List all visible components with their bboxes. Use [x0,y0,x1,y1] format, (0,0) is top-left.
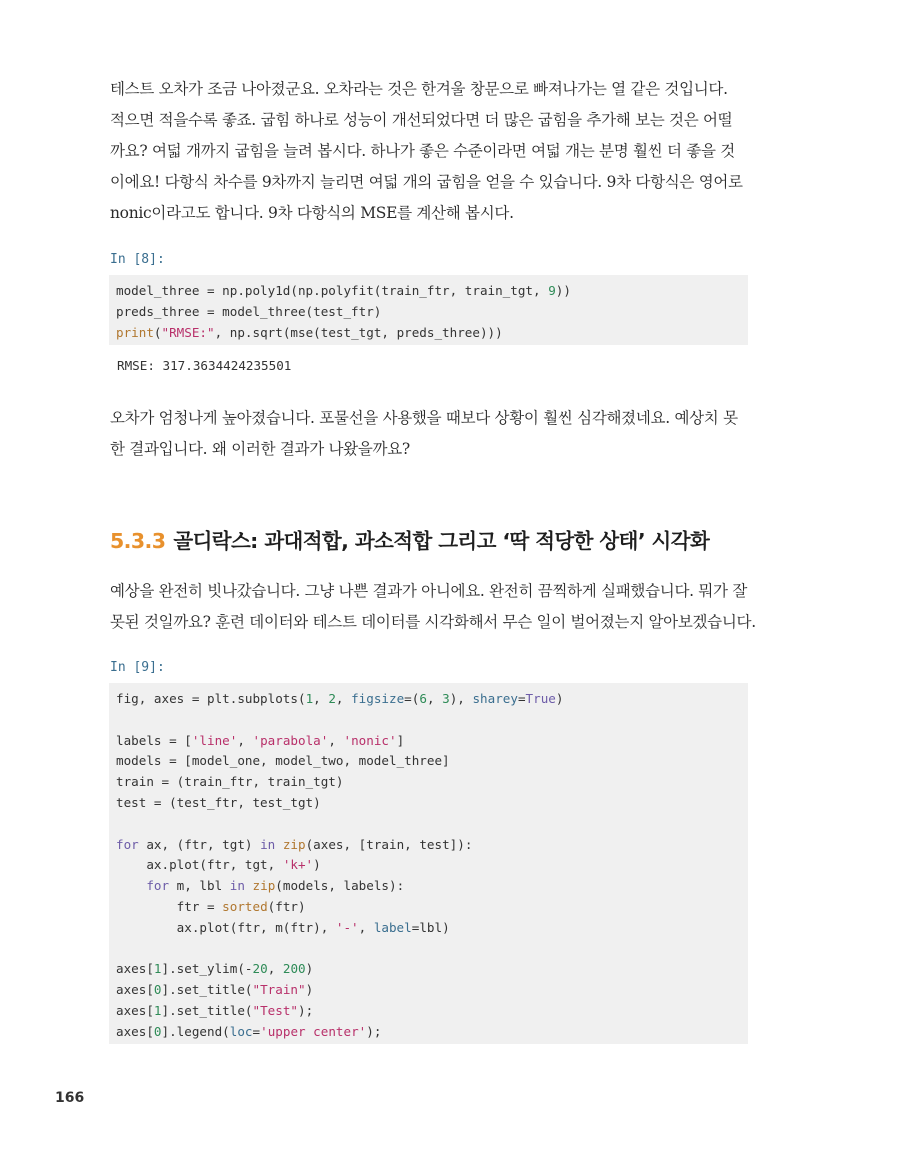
cell-8-output: RMSE: 317.3634424235501 [117,358,292,373]
section-title: 골디락스: 과대적합, 과소적합 그리고 ‘딱 적당한 상태’ 시각화 [173,529,710,553]
section-heading [110,524,709,554]
page-number: 166 [55,1090,85,1106]
paragraph-line: 까요? 여덟 개까지 굽힘을 늘려 봅시다. 하나가 좋은 수준이라면 여덟 개는 분명 훨씬 더 좋을 것 [110,142,735,160]
result-paragraph [110,403,750,465]
paragraph-line: 이에요! 다항식 차수를 9차까지 늘리면 여덟 개의 굽힘을 얻을 수 있습니다. 9차 다항식은 영어로 [110,173,743,191]
paragraph-line: nonic이라고도 합니다. 9차 다항식의 MSE를 계산해 봅시다. [110,204,514,222]
cell-9-prompt: In [9]: [110,660,165,675]
paragraph-line: 예상을 완전히 빗나갔습니다. 그냥 나쁜 결과가 아니에요. 완전히 끔찍하게 실패했습니다. 뭐가 잘 [110,582,748,600]
intro-paragraph [110,74,750,229]
paragraph-line: 테스트 오차가 조금 나아졌군요. 오차라는 것은 한겨울 창문으로 빠져나가는 열 같은 것입니다. [110,80,728,98]
section-number: 5.3.3 [110,529,166,553]
cell-8-code: model_three = np.poly1d(np.polyfit(train_ftr, train_tgt, 9)) preds_three = model_three(test_ftr) print("RMSE:", np.sqrt(mse(test_tgt, preds_three))) [109,275,748,345]
section-paragraph [110,576,756,638]
paragraph-line: 적으면 적을수록 좋죠. 굽힘 하나로 성능이 개선되었다면 더 많은 굽힘을 추가해 보는 것은 어떨 [110,111,733,129]
paragraph-line: 못된 것일까요? 훈련 데이터와 테스트 데이터를 시각화해서 무슨 일이 벌어졌는지 알아보겠습니다. [110,613,756,631]
paragraph-line: 오차가 엄청나게 높아졌습니다. 포물선을 사용했을 때보다 상황이 훨씬 심각해졌네요. 예상치 못 [110,409,738,427]
cell-9-code: fig, axes = plt.subplots(1, 2, figsize=(6, 3), sharey=True) labels = ['line', 'parabola', 'nonic'] models = [model_one, model_two, model_three] train = (train_ftr, train_tgt) test = (test_ftr, test_tgt) for ax, (ftr, tgt) in zip(axes, [train, test]): ax.plot(ftr, tgt, 'k+') for m, lbl in zip(models, labels): ftr = sorted(ftr) ax.plot(ftr, m(ftr), '-', label=lbl) axes[1].set_ylim(-20, 200) axes[0].set_title("Train") axes[1].set_title("Test"); axes[0].legend(loc='upper center'); [109,683,748,1044]
cell-8-prompt: In [8]: [110,252,165,267]
paragraph-line: 한 결과입니다. 왜 이러한 결과가 나왔을까요? [110,440,410,458]
